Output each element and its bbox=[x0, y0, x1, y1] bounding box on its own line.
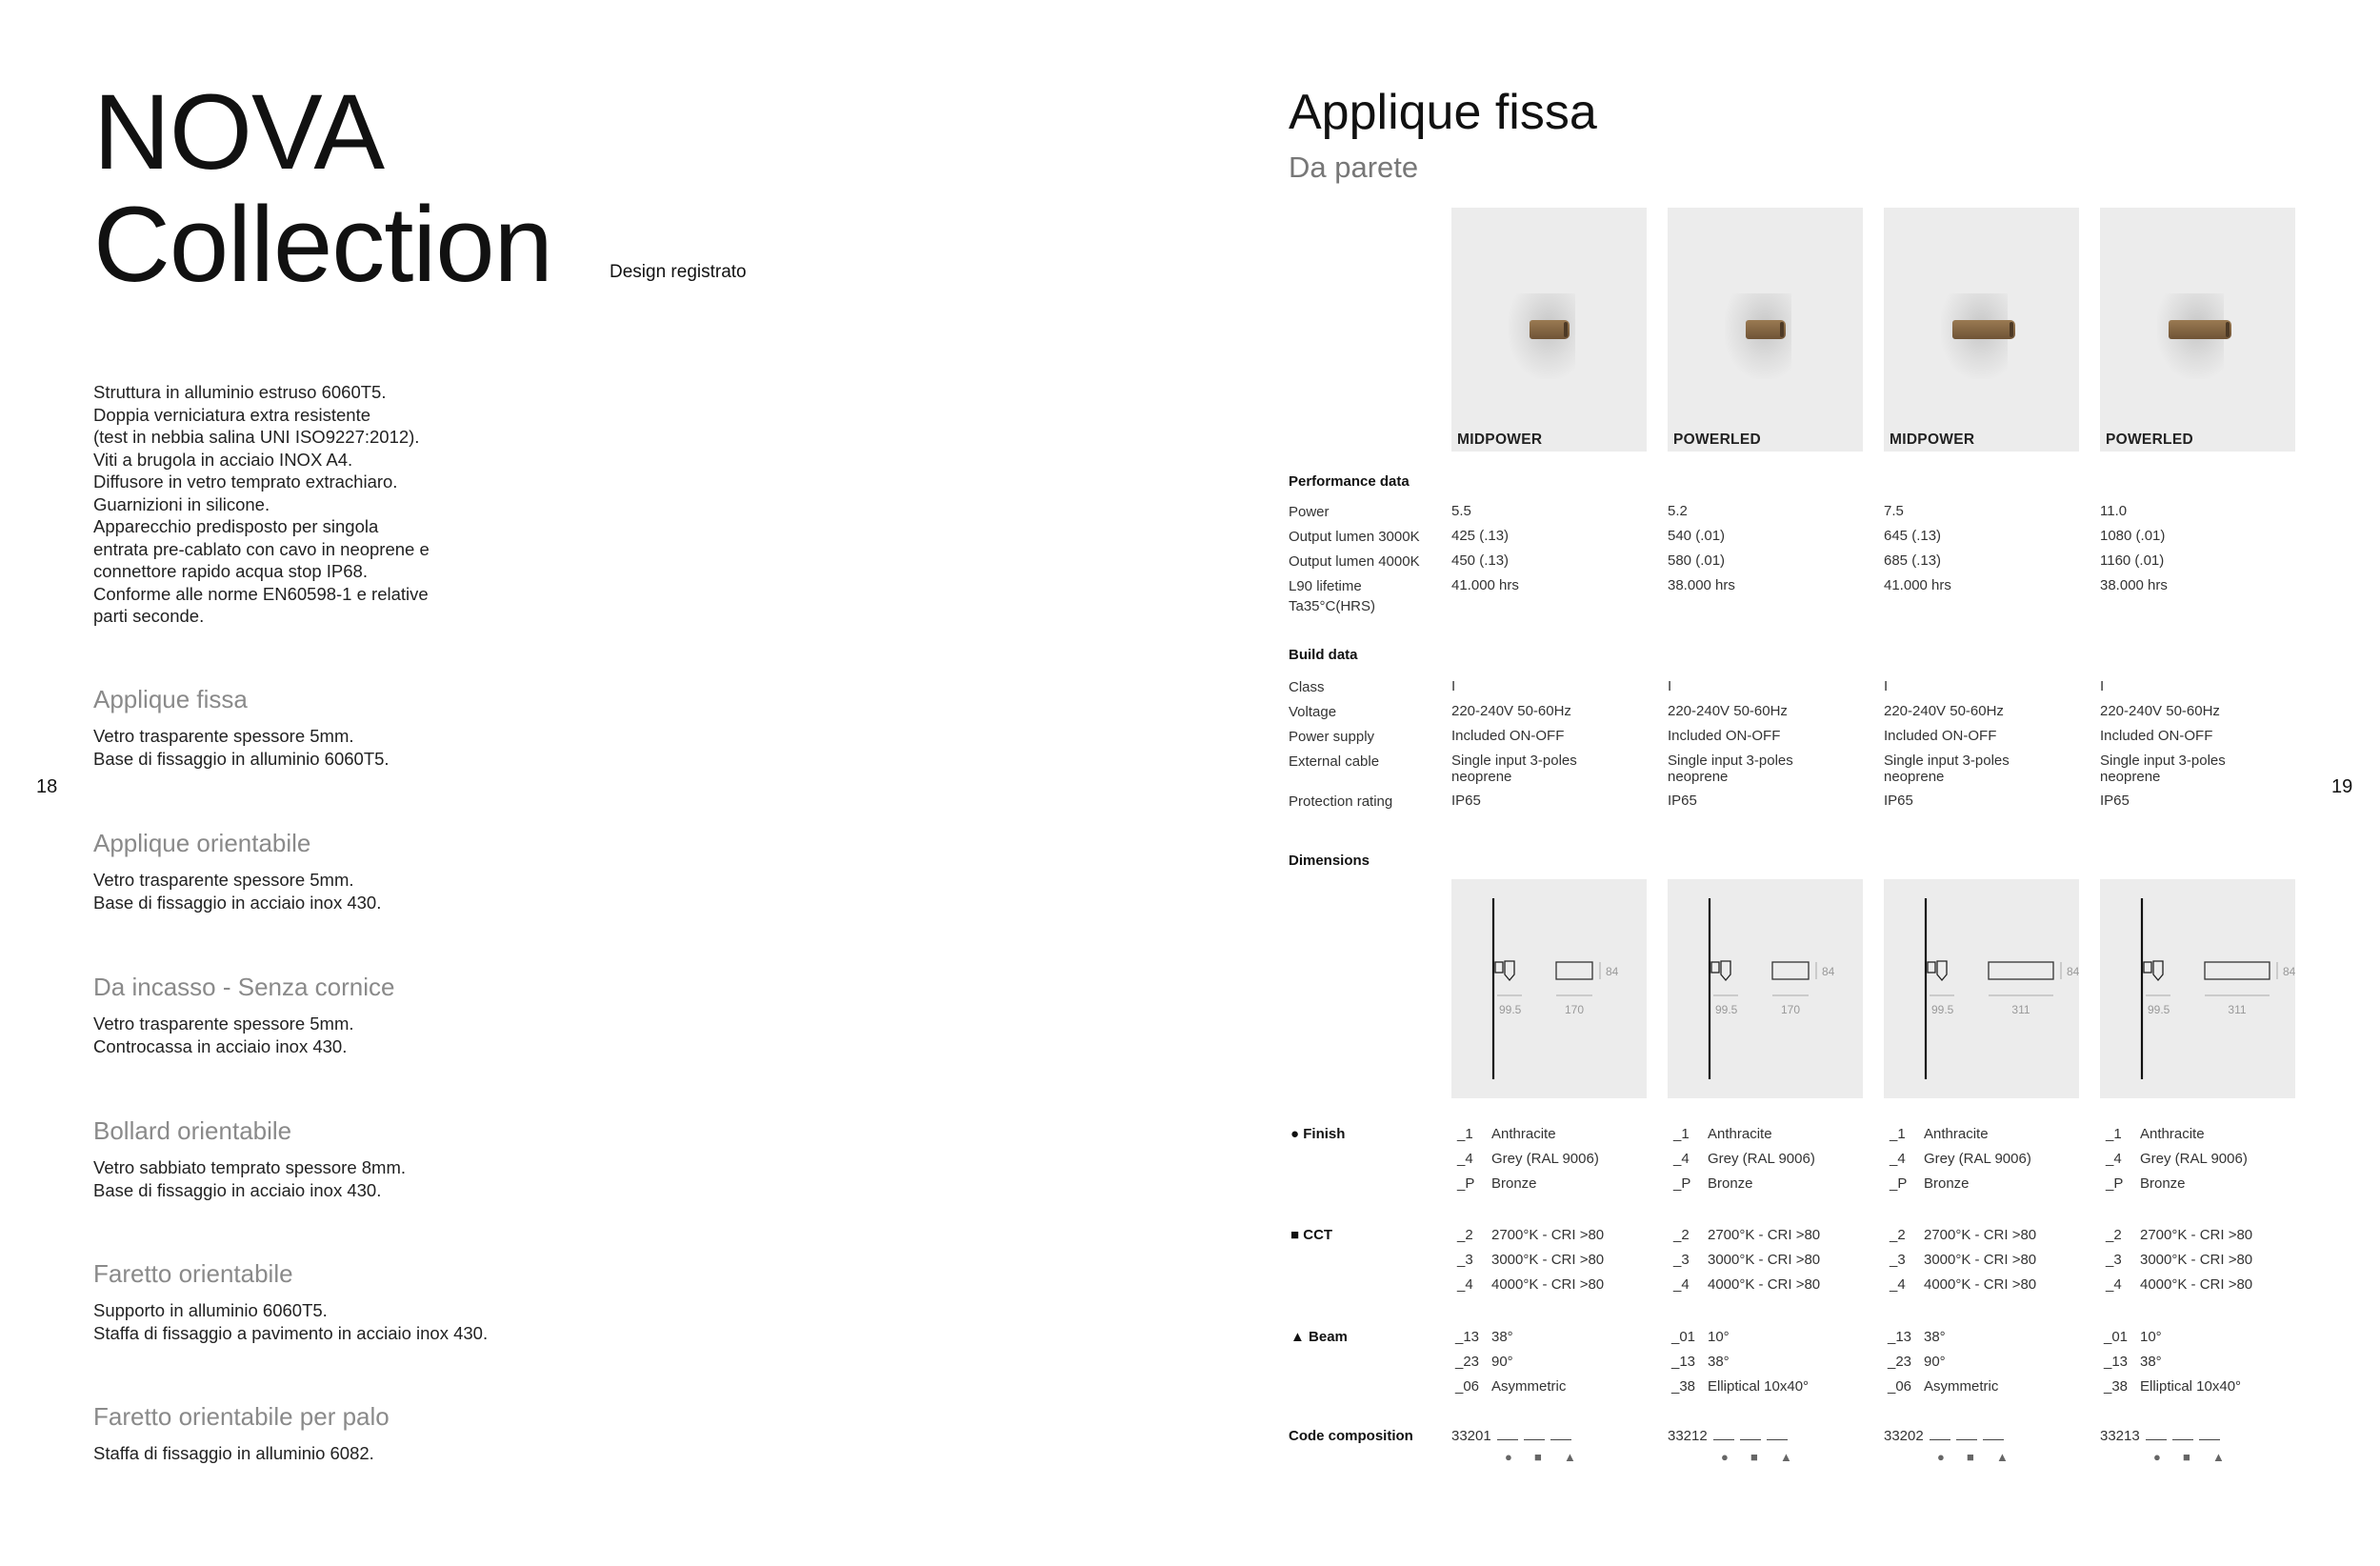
code-blank bbox=[1930, 1429, 1950, 1440]
intro-line: parti seconde. bbox=[93, 606, 205, 626]
finish-name: Grey (RAL 9006) bbox=[1708, 1151, 1815, 1167]
finish-code: _P bbox=[1890, 1175, 1908, 1192]
cct-code: _2 bbox=[1457, 1227, 1473, 1243]
performance-heading: Performance data bbox=[1289, 473, 1410, 490]
label-power: Power bbox=[1289, 504, 1330, 520]
protection-value: IP65 bbox=[1451, 793, 1481, 809]
finish-name: Anthracite bbox=[2140, 1126, 2205, 1142]
beam-code: _01 bbox=[2104, 1329, 2129, 1345]
code-blank bbox=[1550, 1429, 1571, 1440]
power-supply-value: Included ON-OFF bbox=[1884, 728, 1997, 744]
cct-code: _2 bbox=[2106, 1227, 2122, 1243]
finish-code: _P bbox=[1673, 1175, 1691, 1192]
cable-value-line1: Single input 3-poles bbox=[2100, 753, 2226, 769]
square-icon: ■ bbox=[1750, 1450, 1758, 1464]
cct-name: 3000°K - CRI >80 bbox=[2140, 1252, 2253, 1268]
beam-code: _13 bbox=[1888, 1329, 1912, 1345]
finish-name: Bronze bbox=[1708, 1175, 1753, 1192]
beam-code: _38 bbox=[1671, 1378, 1696, 1395]
label-power-supply: Power supply bbox=[1289, 729, 1375, 745]
label-voltage: Voltage bbox=[1289, 704, 1337, 720]
finish-heading-label: Finish bbox=[1303, 1126, 1346, 1142]
section-line: Controcassa in acciaio inox 430. bbox=[93, 1035, 348, 1056]
lifetime-value: 38.000 hrs bbox=[1668, 577, 1735, 593]
beam-code: _13 bbox=[2104, 1354, 2129, 1370]
cable-value-line2: neoprene bbox=[1668, 769, 1729, 785]
cable-value-line2: neoprene bbox=[1884, 769, 1945, 785]
code-blank bbox=[2199, 1429, 2220, 1440]
class-value: I bbox=[1884, 678, 1889, 694]
label-lifetime: L90 lifetime bbox=[1289, 578, 1362, 594]
beam-name: 38° bbox=[1708, 1354, 1730, 1370]
finish-code: _1 bbox=[2106, 1126, 2122, 1142]
product-image bbox=[1884, 208, 2079, 452]
section-line: Base di fissaggio in acciaio inox 430. bbox=[93, 1179, 382, 1200]
product-code: 33213 bbox=[2100, 1428, 2140, 1444]
beam-name: 90° bbox=[1491, 1354, 1513, 1370]
triangle-icon: ▲ bbox=[1780, 1450, 1792, 1464]
intro-line: (test in nebbia salina UNI ISO9227:2012). bbox=[93, 427, 420, 447]
square-icon: ■ bbox=[1290, 1227, 1300, 1243]
page-number-left: 18 bbox=[36, 776, 58, 797]
section-line: Base di fissaggio in acciaio inox 430. bbox=[93, 892, 382, 913]
height-label: 84 bbox=[1822, 965, 1835, 978]
intro-line: entrata pre-cablato con cavo in neoprene e bbox=[93, 538, 430, 559]
side-profile bbox=[1505, 961, 1514, 980]
product-code: 33201 bbox=[1451, 1428, 1491, 1444]
cct-name: 4000°K - CRI >80 bbox=[1924, 1276, 2037, 1293]
section-title: Da incasso - Senza cornice bbox=[93, 973, 395, 1001]
beam-name: Elliptical 10x40° bbox=[2140, 1378, 2242, 1395]
cct-name: 2700°K - CRI >80 bbox=[1924, 1227, 2037, 1243]
lifetime-value: 41.000 hrs bbox=[1451, 577, 1519, 593]
cct-name: 3000°K - CRI >80 bbox=[1924, 1252, 2037, 1268]
lumen-4000-value: 580 (.01) bbox=[1668, 552, 1726, 569]
finish-name: Grey (RAL 9006) bbox=[1924, 1151, 2031, 1167]
intro-line: Struttura in alluminio estruso 6060T5. bbox=[93, 382, 387, 402]
lumen-3000-value: 645 (.13) bbox=[1884, 528, 1942, 544]
triangle-icon: ▲ bbox=[1290, 1329, 1305, 1345]
voltage-value: 220-240V 50-60Hz bbox=[1451, 703, 1571, 719]
title-line-1: NOVA bbox=[93, 72, 385, 191]
triangle-icon: ▲ bbox=[2212, 1450, 2225, 1464]
beam-code: _06 bbox=[1455, 1378, 1480, 1395]
class-value: I bbox=[2100, 678, 2105, 694]
finish-name: Anthracite bbox=[1708, 1126, 1772, 1142]
lifetime-value: 38.000 hrs bbox=[2100, 577, 2168, 593]
finish-code: _4 bbox=[2106, 1151, 2122, 1167]
cct-name: 2700°K - CRI >80 bbox=[1708, 1227, 1821, 1243]
circle-icon: ● bbox=[1937, 1450, 1945, 1464]
section-line: Vetro trasparente spessore 5mm. bbox=[93, 726, 354, 746]
cct-code: _3 bbox=[2106, 1252, 2122, 1268]
power-value: 7.5 bbox=[1884, 503, 1904, 519]
product-subtitle: Da parete bbox=[1289, 151, 1419, 184]
lamp-illustration bbox=[1746, 320, 1786, 339]
power-supply-value: Included ON-OFF bbox=[1451, 728, 1565, 744]
length-label: 170 bbox=[1564, 1003, 1585, 1016]
cct-name: 3000°K - CRI >80 bbox=[1708, 1252, 1821, 1268]
code-blank bbox=[1767, 1429, 1788, 1440]
beam-code: _13 bbox=[1455, 1329, 1480, 1345]
design-note: Design registrato bbox=[610, 262, 747, 282]
depth-label: 99.5 bbox=[1715, 1003, 1738, 1016]
cable-value-line2: neoprene bbox=[1451, 769, 1512, 785]
section-title: Applique orientabile bbox=[93, 829, 311, 857]
beam-name: 38° bbox=[1924, 1329, 1946, 1345]
section-line: Staffa di fissaggio in alluminio 6082. bbox=[93, 1443, 374, 1463]
length-label: 311 bbox=[2228, 1003, 2247, 1016]
product-label: POWERLED bbox=[1673, 432, 1761, 448]
beam-code: _38 bbox=[2104, 1378, 2129, 1395]
height-label: 84 bbox=[2283, 965, 2295, 978]
finish-code: _4 bbox=[1673, 1151, 1690, 1167]
cct-name: 3000°K - CRI >80 bbox=[1491, 1252, 1605, 1268]
page-number-right: 19 bbox=[2331, 776, 2353, 797]
cable-value-line1: Single input 3-poles bbox=[1451, 753, 1577, 769]
height-label: 84 bbox=[1606, 965, 1619, 978]
dimension-svg bbox=[1451, 879, 1647, 1098]
section-title: Applique fissa bbox=[93, 685, 248, 713]
finish-code: _1 bbox=[1673, 1126, 1690, 1142]
intro-line: connettore rapido acqua stop IP68. bbox=[93, 561, 368, 581]
code-heading: Code composition bbox=[1289, 1428, 1413, 1444]
lumen-4000-value: 1160 (.01) bbox=[2100, 552, 2165, 569]
cct-heading-label: CCT bbox=[1303, 1227, 1333, 1243]
dimension-drawing bbox=[1884, 879, 2079, 1098]
section-line: Base di fissaggio in alluminio 6060T5. bbox=[93, 748, 390, 769]
depth-label: 99.5 bbox=[2148, 1003, 2170, 1016]
finish-name: Anthracite bbox=[1924, 1126, 1989, 1142]
section-line: Supporto in alluminio 6060T5. bbox=[93, 1300, 328, 1320]
code-blank bbox=[2146, 1429, 2167, 1440]
cct-heading bbox=[1290, 1227, 1332, 1243]
collection-title bbox=[93, 72, 552, 304]
beam-name: 38° bbox=[2140, 1354, 2162, 1370]
label-protection: Protection rating bbox=[1289, 793, 1393, 810]
dimension-svg bbox=[2100, 879, 2295, 1098]
label-class: Class bbox=[1289, 679, 1325, 695]
finish-name: Grey (RAL 9006) bbox=[1491, 1151, 1599, 1167]
front-profile bbox=[1772, 962, 1809, 979]
title-line-2: Collection bbox=[93, 185, 552, 304]
section-line: Staffa di fissaggio a pavimento in acciaio inox 430. bbox=[93, 1322, 489, 1343]
front-profile bbox=[2205, 962, 2270, 979]
cct-code: _4 bbox=[1457, 1276, 1473, 1293]
square-icon: ■ bbox=[1967, 1450, 1974, 1464]
beam-name: Asymmetric bbox=[1491, 1378, 1567, 1395]
code-blank bbox=[1740, 1429, 1761, 1440]
circle-icon: ● bbox=[2153, 1450, 2161, 1464]
height-label: 84 bbox=[2067, 965, 2079, 978]
lumen-3000-value: 1080 (.01) bbox=[2100, 528, 2166, 544]
square-icon: ■ bbox=[2183, 1450, 2190, 1464]
cable-value-line2: neoprene bbox=[2100, 769, 2161, 785]
code-blank bbox=[2172, 1429, 2193, 1440]
finish-name: Bronze bbox=[2140, 1175, 2186, 1192]
section-block bbox=[93, 973, 627, 1057]
finish-code: _P bbox=[1457, 1175, 1475, 1192]
side-profile bbox=[2153, 961, 2163, 980]
section-block bbox=[93, 1116, 627, 1201]
lamp-illustration bbox=[1530, 320, 1570, 339]
circle-icon: ● bbox=[1290, 1126, 1300, 1142]
cct-code: _4 bbox=[1890, 1276, 1906, 1293]
power-supply-value: Included ON-OFF bbox=[2100, 728, 2213, 744]
beam-name: 10° bbox=[2140, 1329, 2162, 1345]
power-value: 5.5 bbox=[1451, 503, 1471, 519]
cct-name: 2700°K - CRI >80 bbox=[2140, 1227, 2253, 1243]
finish-code: _1 bbox=[1890, 1126, 1906, 1142]
triangle-icon: ▲ bbox=[1564, 1450, 1576, 1464]
side-profile bbox=[1721, 961, 1730, 980]
circle-icon: ● bbox=[1721, 1450, 1729, 1464]
code-blank bbox=[1713, 1429, 1734, 1440]
beam-heading-label: Beam bbox=[1309, 1329, 1348, 1345]
cct-code: _3 bbox=[1673, 1252, 1690, 1268]
section-line: Vetro trasparente spessore 5mm. bbox=[93, 870, 354, 890]
circle-icon: ● bbox=[1505, 1450, 1512, 1464]
power-value: 11.0 bbox=[2100, 503, 2128, 519]
label-lumen-4000: Output lumen 4000K bbox=[1289, 553, 1420, 570]
voltage-value: 220-240V 50-60Hz bbox=[1668, 703, 1788, 719]
length-label: 170 bbox=[1780, 1003, 1801, 1016]
section-block bbox=[93, 829, 627, 914]
code-blank bbox=[1983, 1429, 2004, 1440]
depth-label: 99.5 bbox=[1499, 1003, 1522, 1016]
front-profile bbox=[1989, 962, 2053, 979]
code-composition bbox=[1668, 1428, 1788, 1444]
mount-base bbox=[1711, 962, 1719, 973]
mount-base bbox=[2144, 962, 2151, 973]
lumen-4000-value: 685 (.13) bbox=[1884, 552, 1942, 569]
cct-code: _4 bbox=[1673, 1276, 1690, 1293]
protection-value: IP65 bbox=[2100, 793, 2130, 809]
cct-name: 2700°K - CRI >80 bbox=[1491, 1227, 1605, 1243]
cct-code: _2 bbox=[1673, 1227, 1690, 1243]
beam-name: 90° bbox=[1924, 1354, 1946, 1370]
product-title: Applique fissa bbox=[1289, 85, 1597, 140]
protection-value: IP65 bbox=[1884, 793, 1913, 809]
length-label: 311 bbox=[2011, 1003, 2030, 1016]
intro-line: Viti a brugola in acciaio INOX A4. bbox=[93, 449, 353, 470]
section-block bbox=[93, 1259, 627, 1344]
beam-name: Elliptical 10x40° bbox=[1708, 1378, 1810, 1395]
lamp-illustration bbox=[1952, 320, 2015, 339]
product-label: POWERLED bbox=[2106, 432, 2193, 448]
class-value: I bbox=[1451, 678, 1456, 694]
section-title: Faretto orientabile bbox=[93, 1259, 293, 1288]
product-label: MIDPOWER bbox=[1890, 432, 1975, 448]
section-line: Vetro sabbiato temprato spessore 8mm. bbox=[93, 1157, 407, 1177]
cct-code: _4 bbox=[2106, 1276, 2122, 1293]
section-line: Vetro trasparente spessore 5mm. bbox=[93, 1014, 354, 1034]
finish-code: _4 bbox=[1890, 1151, 1906, 1167]
label-lifetime-temp: Ta35°C(HRS) bbox=[1289, 598, 1376, 614]
voltage-value: 220-240V 50-60Hz bbox=[2100, 703, 2220, 719]
dimension-svg bbox=[1884, 879, 2079, 1098]
dimension-svg bbox=[1668, 879, 1863, 1098]
beam-heading bbox=[1290, 1329, 1348, 1345]
product-code: 33212 bbox=[1668, 1428, 1708, 1444]
dimensions-heading: Dimensions bbox=[1289, 853, 1370, 869]
product-image bbox=[1668, 208, 1863, 452]
class-value: I bbox=[1668, 678, 1672, 694]
code-composition bbox=[2100, 1428, 2220, 1444]
protection-value: IP65 bbox=[1668, 793, 1697, 809]
side-profile bbox=[1937, 961, 1947, 980]
product-label: MIDPOWER bbox=[1457, 432, 1543, 448]
intro-line: Guarnizioni in silicone. bbox=[93, 493, 270, 514]
beam-code: _23 bbox=[1455, 1354, 1480, 1370]
beam-code: _13 bbox=[1671, 1354, 1696, 1370]
triangle-icon: ▲ bbox=[1996, 1450, 2009, 1464]
lifetime-value: 41.000 hrs bbox=[1884, 577, 1951, 593]
intro-line: Diffusore in vetro temprato extrachiaro. bbox=[93, 472, 398, 492]
cct-name: 4000°K - CRI >80 bbox=[1708, 1276, 1821, 1293]
intro-line: Apparecchio predisposto per singola bbox=[93, 516, 379, 536]
finish-code: _1 bbox=[1457, 1126, 1473, 1142]
power-supply-value: Included ON-OFF bbox=[1668, 728, 1781, 744]
cct-name: 4000°K - CRI >80 bbox=[1491, 1276, 1605, 1293]
section-block bbox=[93, 685, 627, 770]
intro-line: Doppia verniciatura extra resistente bbox=[93, 404, 371, 425]
intro-text bbox=[93, 381, 512, 628]
lumen-4000-value: 450 (.13) bbox=[1451, 552, 1510, 569]
beam-code: _01 bbox=[1671, 1329, 1696, 1345]
section-block bbox=[93, 1402, 627, 1465]
finish-name: Anthracite bbox=[1491, 1126, 1556, 1142]
code-composition bbox=[1884, 1428, 2004, 1444]
product-image bbox=[2100, 208, 2295, 452]
beam-name: 38° bbox=[1491, 1329, 1513, 1345]
dimension-drawing bbox=[1451, 879, 1647, 1098]
section-title: Faretto orientabile per palo bbox=[93, 1402, 390, 1431]
code-blank bbox=[1956, 1429, 1977, 1440]
beam-name: Asymmetric bbox=[1924, 1378, 1999, 1395]
section-title: Bollard orientabile bbox=[93, 1116, 292, 1145]
cct-code: _2 bbox=[1890, 1227, 1906, 1243]
code-blank bbox=[1497, 1429, 1518, 1440]
product-code: 33202 bbox=[1884, 1428, 1924, 1444]
beam-code: _06 bbox=[1888, 1378, 1912, 1395]
mount-base bbox=[1495, 962, 1503, 973]
finish-name: Bronze bbox=[1491, 1175, 1537, 1192]
product-image bbox=[1451, 208, 1647, 452]
voltage-value: 220-240V 50-60Hz bbox=[1884, 703, 2004, 719]
finish-code: _4 bbox=[1457, 1151, 1473, 1167]
beam-name: 10° bbox=[1708, 1329, 1730, 1345]
cct-name: 4000°K - CRI >80 bbox=[2140, 1276, 2253, 1293]
code-composition bbox=[1451, 1428, 1571, 1444]
code-blank bbox=[1524, 1429, 1545, 1440]
cct-code: _3 bbox=[1457, 1252, 1473, 1268]
cct-code: _3 bbox=[1890, 1252, 1906, 1268]
build-heading: Build data bbox=[1289, 647, 1358, 663]
mount-base bbox=[1928, 962, 1935, 973]
label-lumen-3000: Output lumen 3000K bbox=[1289, 529, 1420, 545]
finish-name: Grey (RAL 9006) bbox=[2140, 1151, 2248, 1167]
cable-value-line1: Single input 3-poles bbox=[1884, 753, 2010, 769]
lumen-3000-value: 540 (.01) bbox=[1668, 528, 1726, 544]
depth-label: 99.5 bbox=[1931, 1003, 1954, 1016]
finish-heading bbox=[1290, 1126, 1345, 1142]
intro-line: Conforme alle norme EN60598-1 e relative bbox=[93, 583, 429, 604]
dimension-drawing bbox=[2100, 879, 2295, 1098]
square-icon: ■ bbox=[1534, 1450, 1542, 1464]
power-value: 5.2 bbox=[1668, 503, 1688, 519]
front-profile bbox=[1556, 962, 1592, 979]
beam-code: _23 bbox=[1888, 1354, 1912, 1370]
cable-value-line1: Single input 3-poles bbox=[1668, 753, 1793, 769]
lumen-3000-value: 425 (.13) bbox=[1451, 528, 1510, 544]
label-external-cable: External cable bbox=[1289, 753, 1380, 770]
lamp-illustration bbox=[2169, 320, 2231, 339]
finish-name: Bronze bbox=[1924, 1175, 1970, 1192]
dimension-drawing bbox=[1668, 879, 1863, 1098]
finish-code: _P bbox=[2106, 1175, 2124, 1192]
